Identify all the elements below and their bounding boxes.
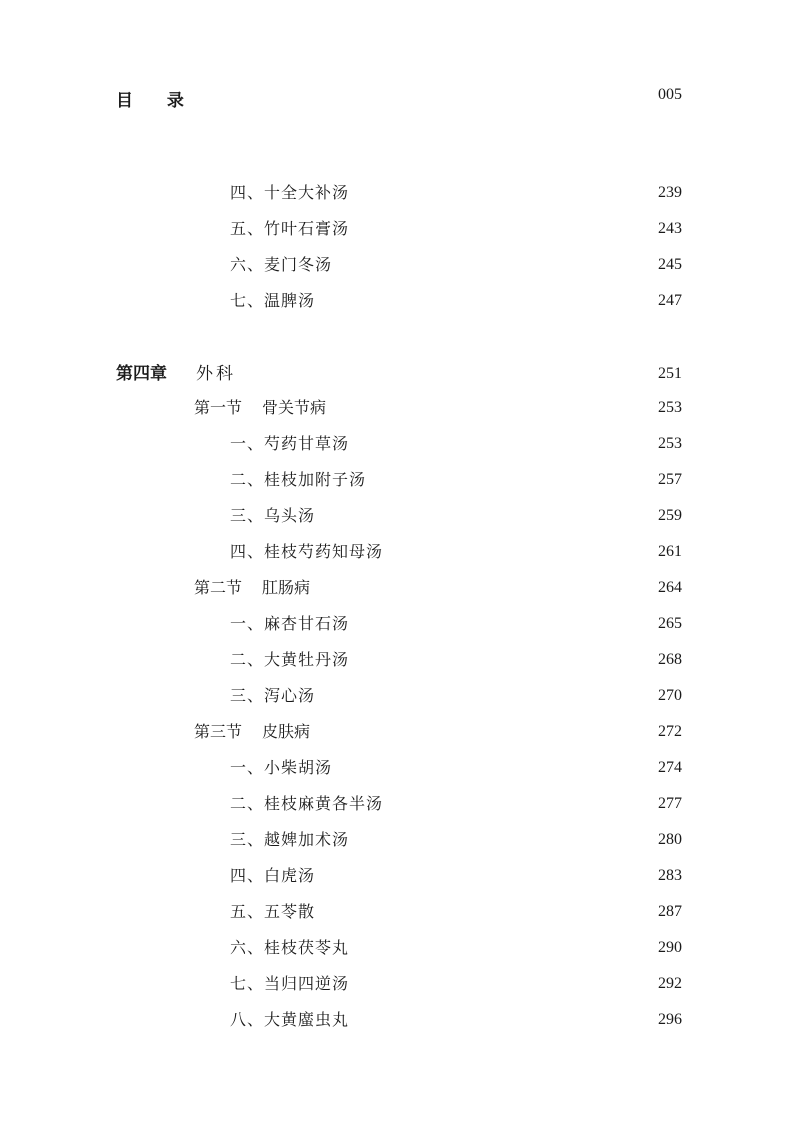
toc-entry-page: 280 xyxy=(658,831,682,848)
toc-entry-label: 四、桂枝芍药知母汤 xyxy=(230,542,384,561)
toc-entry[interactable] xyxy=(230,971,682,997)
toc-entry-page: 283 xyxy=(658,867,682,884)
toc-entry-label: 四、白虎汤 xyxy=(230,866,316,885)
toc-entry[interactable] xyxy=(230,252,682,278)
toc-entry[interactable] xyxy=(230,863,682,889)
section-page: 272 xyxy=(658,723,682,740)
toc-entry-page: 261 xyxy=(658,543,682,560)
toc-section[interactable] xyxy=(194,395,682,421)
toc-entry[interactable] xyxy=(230,1007,682,1033)
toc-entry[interactable] xyxy=(230,899,682,925)
toc-entry-label: 三、泻心汤 xyxy=(230,686,316,705)
toc-entry-page: 239 xyxy=(658,184,682,201)
toc-entry[interactable] xyxy=(230,755,682,781)
toc-entry-page: 257 xyxy=(658,471,682,488)
toc-entry-label: 三、乌头汤 xyxy=(230,506,316,525)
toc-entry[interactable] xyxy=(230,647,682,673)
toc-entry[interactable] xyxy=(230,827,682,853)
toc-section[interactable] xyxy=(194,719,682,745)
running-page-number: 005 xyxy=(658,86,682,103)
section-number: 第三节 xyxy=(194,722,243,741)
toc-entry-label: 八、大黄䗪虫丸 xyxy=(230,1010,350,1029)
toc-entry-page: 292 xyxy=(658,975,682,992)
toc-entry[interactable] xyxy=(230,467,682,493)
toc-entry-label: 七、温脾汤 xyxy=(230,291,316,310)
toc-section[interactable] xyxy=(194,575,682,601)
toc-entry-page: 243 xyxy=(658,220,682,237)
toc-entry-label: 六、麦门冬汤 xyxy=(230,255,333,274)
chapter-page: 251 xyxy=(658,365,682,382)
toc-entry-page: 259 xyxy=(658,507,682,524)
section-title: 皮肤病 xyxy=(262,722,311,741)
toc-entry-page: 268 xyxy=(658,651,682,668)
toc-entry-page: 265 xyxy=(658,615,682,632)
running-title: 目 录 xyxy=(116,91,198,111)
toc-entry-label: 六、桂枝茯苓丸 xyxy=(230,938,350,957)
toc-entry-label: 一、小柴胡汤 xyxy=(230,758,333,777)
toc-entry-page: 270 xyxy=(658,687,682,704)
toc-entry[interactable] xyxy=(230,503,682,529)
toc-entry-label: 五、五苓散 xyxy=(230,902,316,921)
toc-entry-page: 247 xyxy=(658,292,682,309)
chapter-number: 第四章 xyxy=(116,364,167,384)
toc-entry[interactable] xyxy=(230,539,682,565)
toc-entry-page: 253 xyxy=(658,435,682,452)
toc-entry-label: 五、竹叶石膏汤 xyxy=(230,219,350,238)
toc-entry[interactable] xyxy=(230,683,682,709)
toc-entry[interactable] xyxy=(230,611,682,637)
toc-entry-label: 四、十全大补汤 xyxy=(230,183,350,202)
section-number: 第一节 xyxy=(194,398,243,417)
toc-entry-page: 277 xyxy=(658,795,682,812)
running-header xyxy=(116,86,682,110)
chapter-title: 外科 xyxy=(196,364,236,384)
toc-chapter[interactable] xyxy=(116,361,682,387)
toc-entry-label: 二、大黄牡丹汤 xyxy=(230,650,350,669)
toc-entry-label: 一、芍药甘草汤 xyxy=(230,434,350,453)
toc-entry-page: 287 xyxy=(658,903,682,920)
section-page: 253 xyxy=(658,399,682,416)
section-page: 264 xyxy=(658,579,682,596)
toc-entry-page: 296 xyxy=(658,1011,682,1028)
toc-entry-label: 七、当归四逆汤 xyxy=(230,974,350,993)
toc-entry[interactable] xyxy=(230,180,682,206)
section-title: 骨关节病 xyxy=(262,398,327,417)
toc-entry-label: 三、越婢加术汤 xyxy=(230,830,350,849)
toc-entry[interactable] xyxy=(230,431,682,457)
toc-entry[interactable] xyxy=(230,288,682,314)
toc-entry[interactable] xyxy=(230,216,682,242)
toc-entry[interactable] xyxy=(230,935,682,961)
section-title: 肛肠病 xyxy=(262,578,311,597)
toc-entry-page: 245 xyxy=(658,256,682,273)
section-number: 第二节 xyxy=(194,578,243,597)
toc-entry[interactable] xyxy=(230,791,682,817)
toc-entry-page: 274 xyxy=(658,759,682,776)
toc-entry-label: 二、桂枝加附子汤 xyxy=(230,470,367,489)
toc-entry-label: 一、麻杏甘石汤 xyxy=(230,614,350,633)
toc-entry-label: 二、桂枝麻黄各半汤 xyxy=(230,794,384,813)
toc-entry-page: 290 xyxy=(658,939,682,956)
